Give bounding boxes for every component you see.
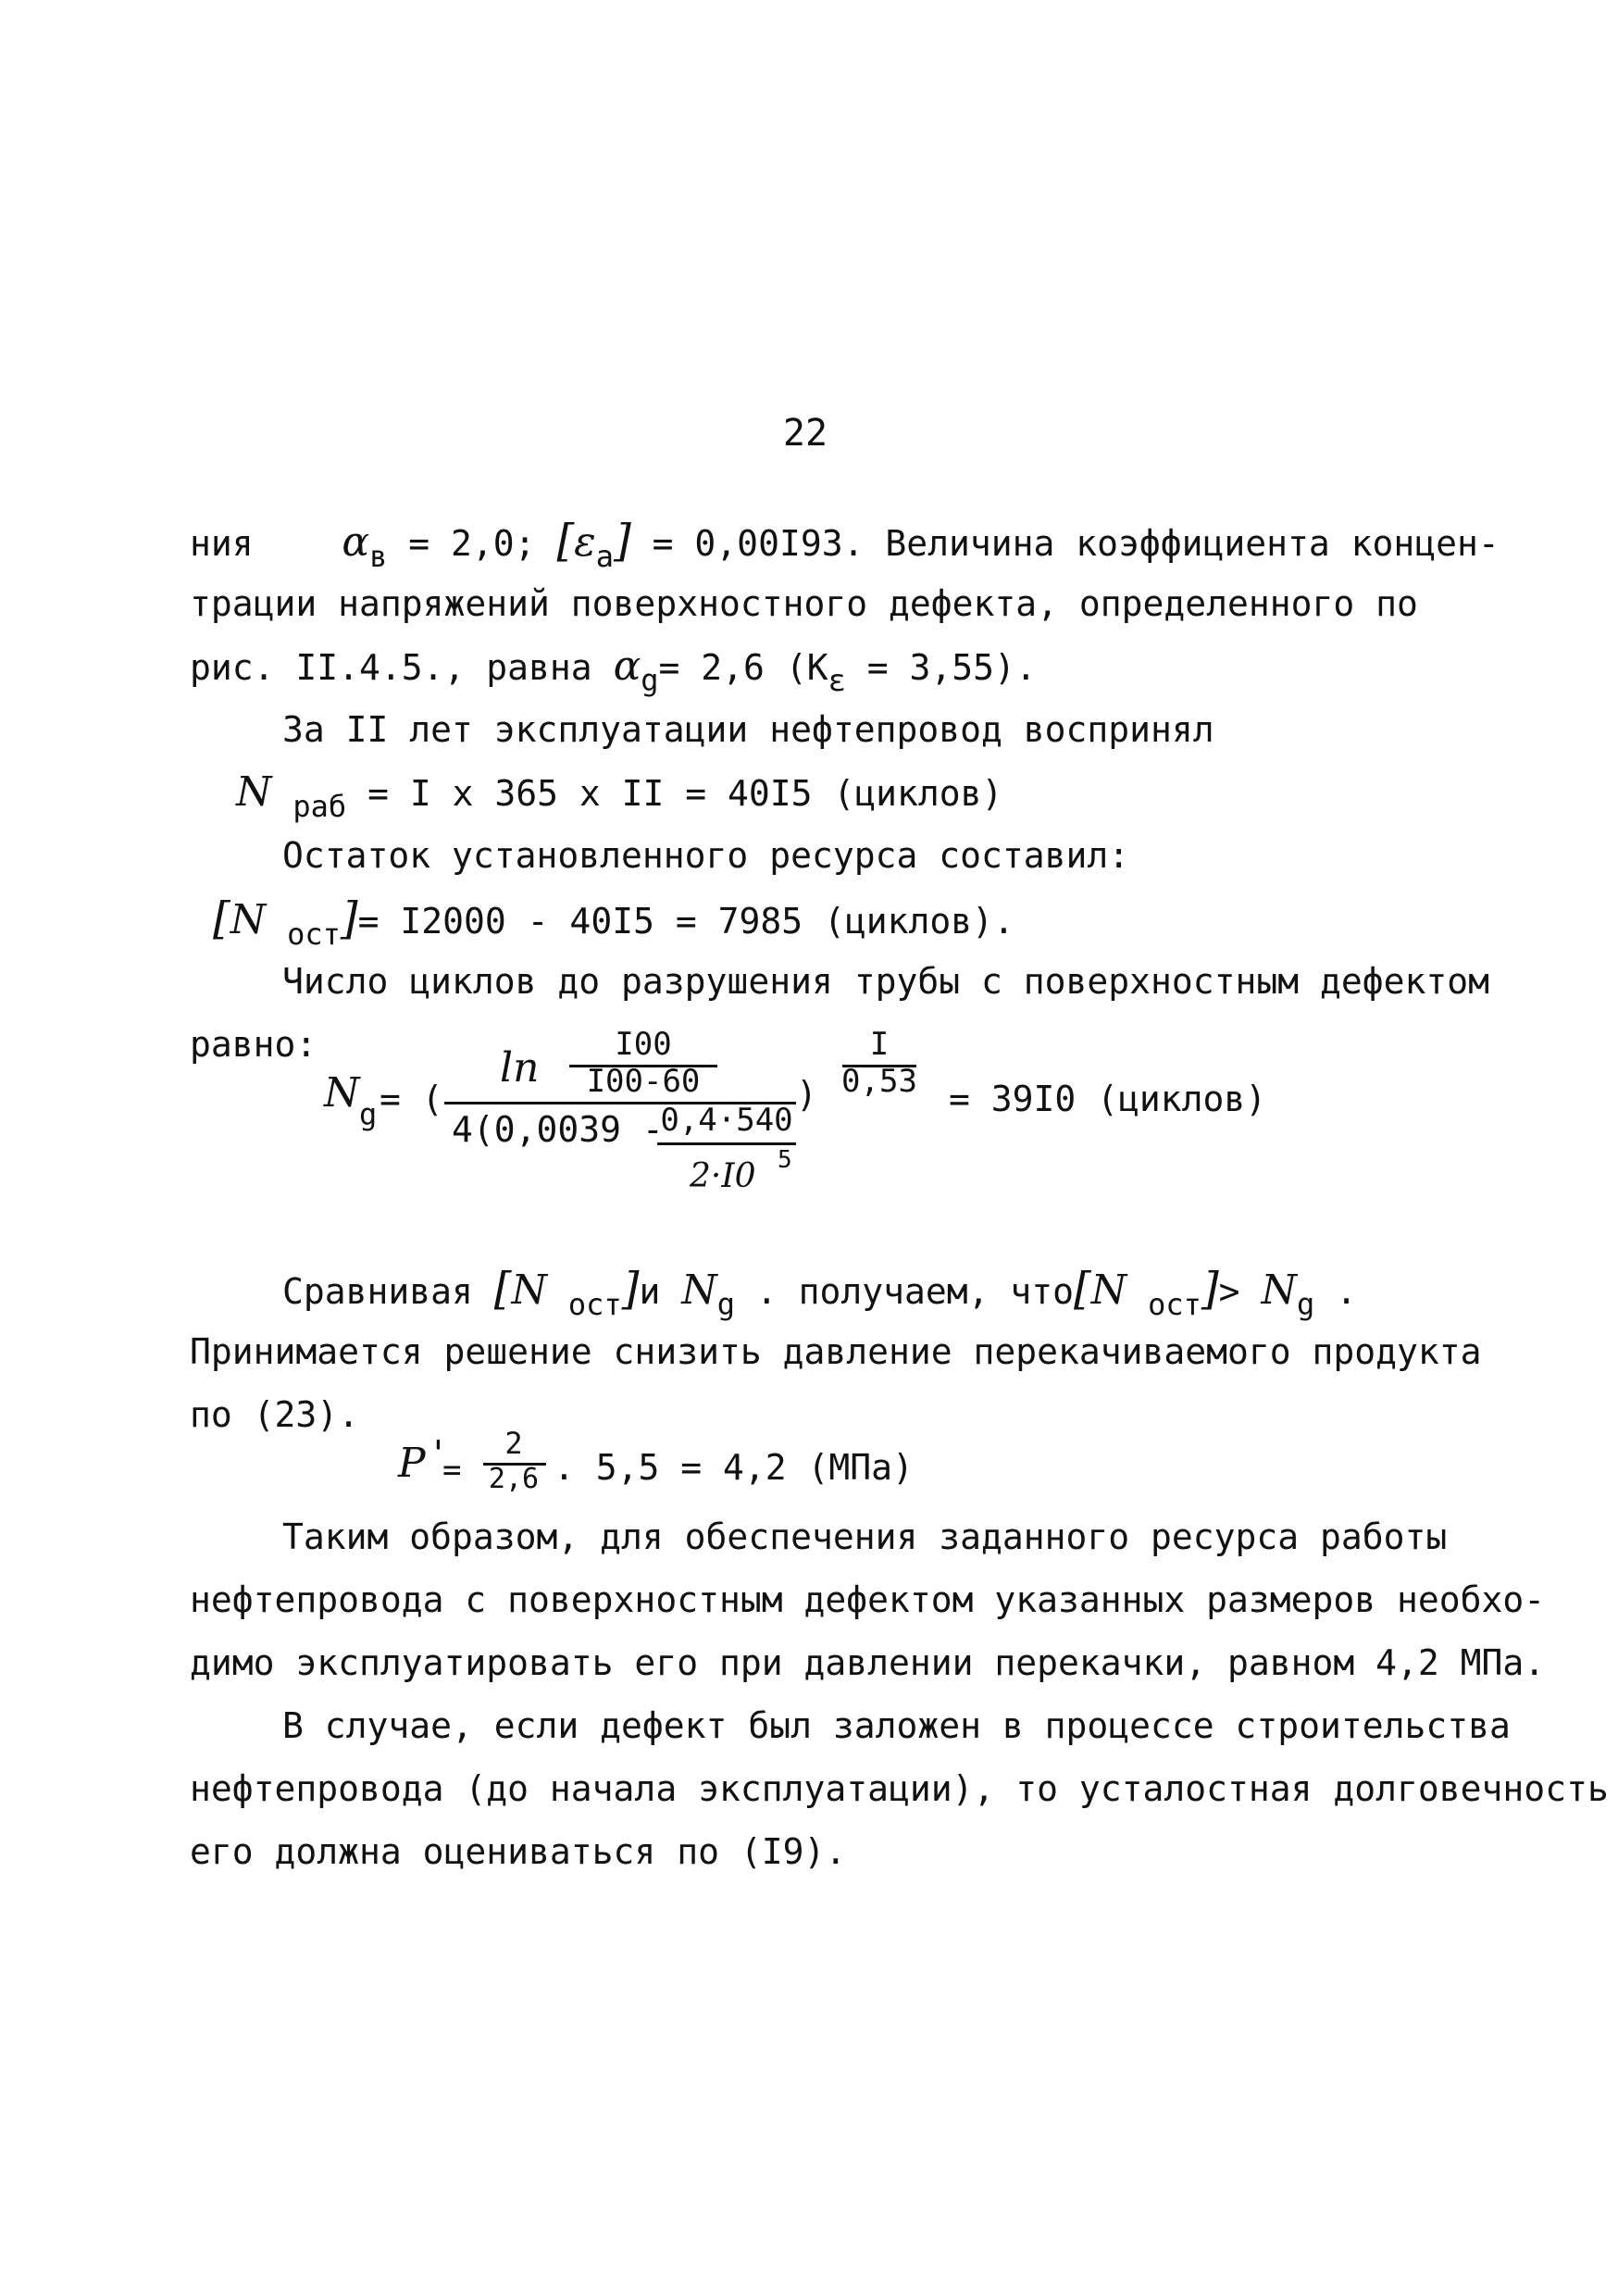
open-bracket: [ bbox=[213, 892, 230, 944]
ng-subscript: g bbox=[359, 1097, 378, 1132]
line10-middle: . получаем, что bbox=[734, 1271, 1075, 1312]
ng-subscript-2: g bbox=[1296, 1287, 1315, 1322]
exponent-numerator: I bbox=[869, 1026, 890, 1063]
close-bracket-1: ] bbox=[621, 1263, 640, 1315]
text-line-8: Число циклов до разрушения трубы с поверхностным дефектом bbox=[282, 961, 1490, 1002]
open-bracket-1: [ bbox=[493, 1263, 512, 1315]
alpha-symbol: α bbox=[342, 518, 370, 566]
close-paren: ) bbox=[796, 1074, 817, 1115]
eps-value: = 0,00I93. Величина коэффициента концен- bbox=[630, 523, 1500, 564]
k-subscript: ε bbox=[828, 663, 846, 698]
n-subscript-2: ост bbox=[1148, 1287, 1201, 1322]
text-line-10 bbox=[282, 1263, 1357, 1322]
line5-rest: = I x 365 x II = 40I5 (циклов) bbox=[346, 773, 1003, 814]
p-symbol: P bbox=[398, 1440, 426, 1487]
open-bracket-2: [ bbox=[1074, 1263, 1091, 1315]
line7-rest: = I2000 - 40I5 = 7985 (циклов). bbox=[357, 901, 1014, 942]
text-line-18: его должна оцениваться по (I9). bbox=[190, 1831, 847, 1872]
ng-symbol-1: N bbox=[681, 1267, 717, 1314]
ng-subscript-1: g bbox=[716, 1287, 735, 1322]
line3-prefix: рис. II.4.5., равна bbox=[190, 647, 614, 688]
ng-symbol: N bbox=[324, 1069, 360, 1117]
ng-symbol-2: N bbox=[1261, 1267, 1297, 1314]
line1-prefix: ния bbox=[190, 523, 254, 564]
p-result: . 5,5 = 4,2 (МПа) bbox=[554, 1447, 914, 1488]
main-denominator-text: 4(0,0039 - bbox=[452, 1109, 664, 1150]
text-line-16: В случае, если дефект был заложен в процессе строительства bbox=[282, 1705, 1511, 1746]
text-line-11: Принимается решение снизить давление перекачиваемого продукта bbox=[190, 1331, 1482, 1372]
ln-numerator: I00 bbox=[615, 1026, 672, 1063]
text-line-3 bbox=[190, 643, 1037, 698]
alpha-g-symbol: α bbox=[613, 643, 641, 690]
text-line-7 bbox=[213, 892, 1014, 952]
eps-open-bracket: [ bbox=[556, 515, 575, 567]
inner-numerator: 0,4·540 bbox=[660, 1102, 793, 1139]
p-equals: = bbox=[442, 1452, 462, 1489]
eps-close-bracket: ] bbox=[614, 515, 631, 567]
inner-fraction-bar bbox=[657, 1142, 796, 1145]
text-line-12: по (23). bbox=[190, 1394, 360, 1435]
eps-subscript: a bbox=[595, 539, 615, 574]
page-number: 22 bbox=[782, 412, 828, 455]
n-symbol-1: N bbox=[511, 1267, 548, 1314]
n-symbol-2: N bbox=[1090, 1267, 1127, 1314]
close-bracket-2: ] bbox=[1201, 1263, 1219, 1315]
text-line-13: Таким образом, для обеспечения заданного ресурса работы bbox=[282, 1516, 1448, 1557]
text-line-14: нефтепровода с поверхностным дефектом указанных размеров необхо- bbox=[190, 1579, 1546, 1620]
text-line-2: трации напряжений поверхностного дефекта, определенного по bbox=[190, 583, 1418, 624]
p-prime-mark: ' bbox=[428, 1433, 449, 1474]
text-line-17: нефтепровода (до начала эксплуатации), то усталостная долговечность bbox=[190, 1768, 1609, 1809]
text-line-1 bbox=[190, 515, 1500, 574]
eps-symbol: ε bbox=[574, 518, 596, 566]
line3-rest-b: = 3,55). bbox=[845, 647, 1037, 688]
alpha-subscript: в bbox=[369, 539, 388, 574]
text-line-15: димо эксплуатировать его при давлении перекачки, равном 4,2 МПа. bbox=[190, 1642, 1546, 1683]
text-line-5 bbox=[236, 768, 1003, 824]
exponent-denominator: 0,53 bbox=[841, 1063, 917, 1100]
alpha-value: = 2,0; bbox=[387, 523, 557, 564]
ng-equals: = ( bbox=[380, 1079, 443, 1119]
n-subscript-ost: ост bbox=[287, 917, 341, 952]
text-line-9: равно: bbox=[190, 1024, 317, 1065]
text-line-6: Остаток установленного ресурса составил: bbox=[282, 835, 1130, 876]
line10-prefix: Сравнивая bbox=[282, 1271, 494, 1312]
n-symbol: N bbox=[236, 768, 272, 816]
p-denominator: 2,6 bbox=[488, 1463, 540, 1495]
ln-label: ln bbox=[500, 1044, 540, 1092]
alpha-g-subscript: g bbox=[641, 663, 659, 698]
p-numerator: 2 bbox=[504, 1426, 523, 1461]
text-line-4: За II лет эксплуатации нефтепровод воспринял bbox=[282, 709, 1214, 750]
n-subscript-1: ост bbox=[567, 1287, 622, 1322]
greater-than: > bbox=[1218, 1271, 1262, 1312]
n-subscript-rab: раб bbox=[292, 789, 347, 824]
inner-denominator: 2·I0 bbox=[690, 1157, 756, 1195]
close-bracket: ] bbox=[340, 892, 358, 944]
and-word: и bbox=[639, 1271, 682, 1312]
ln-denominator: I00-60 bbox=[586, 1063, 701, 1100]
inner-denominator-exponent: 5 bbox=[778, 1146, 792, 1174]
ng-result: = 39I0 (циклов) bbox=[949, 1079, 1267, 1119]
line3-rest-a: = 2,6 (K bbox=[658, 647, 828, 688]
n-symbol: N bbox=[230, 896, 267, 943]
line10-end: . bbox=[1314, 1271, 1357, 1312]
